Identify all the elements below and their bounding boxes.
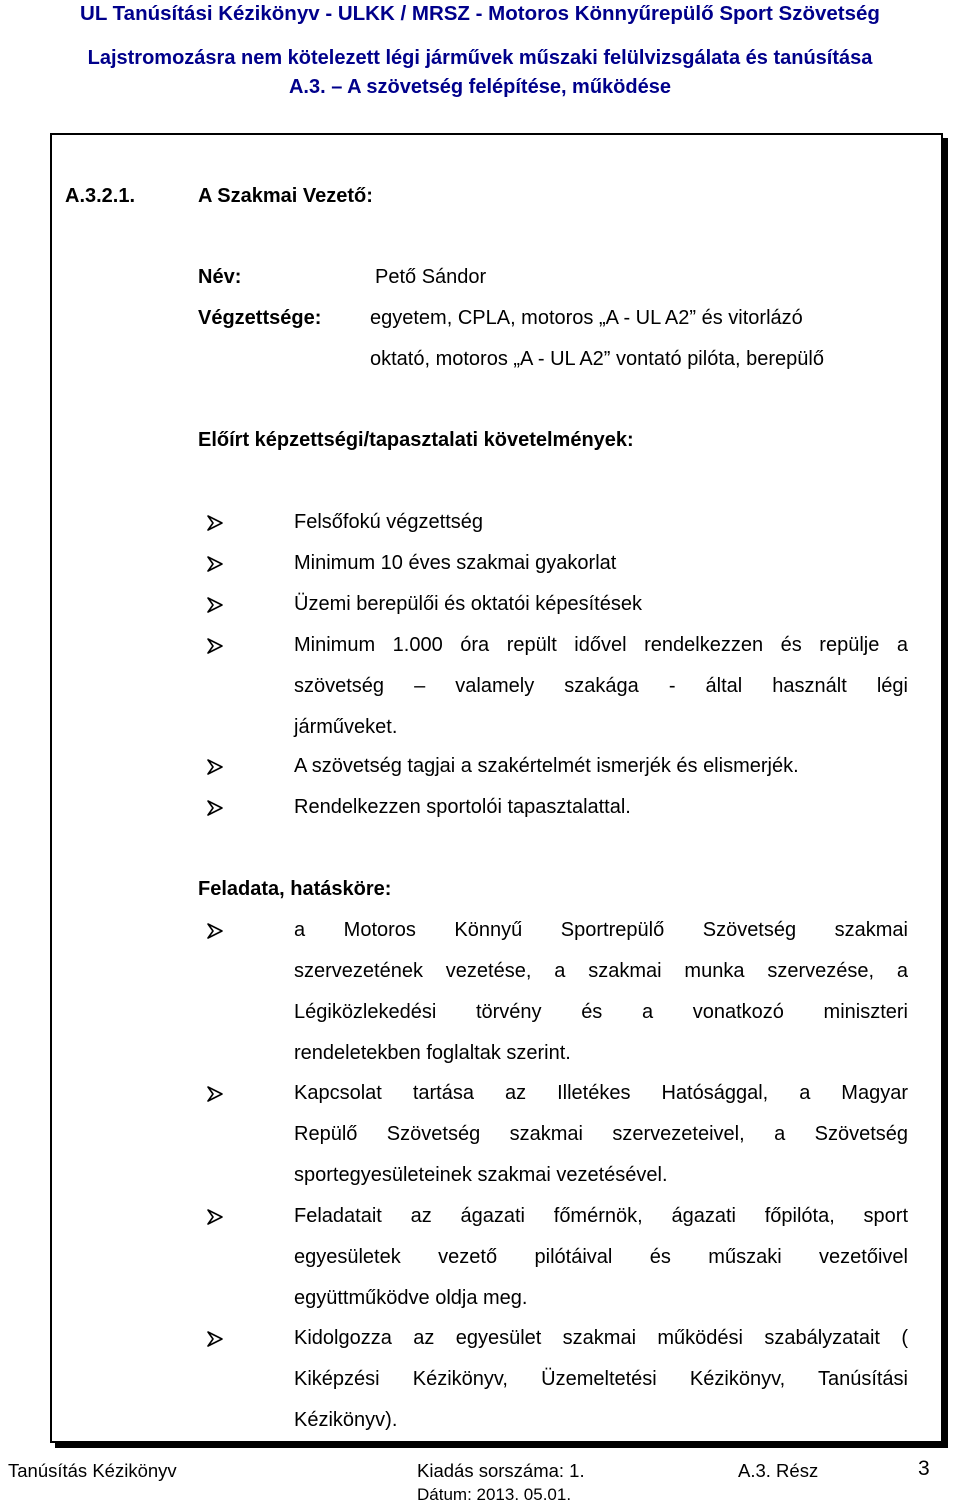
duty-item-continued: együttműködve oldja meg. bbox=[294, 1287, 528, 1309]
education-line-1: egyetem, CPLA, motoros „A - UL A2” és vitorlázó bbox=[370, 307, 803, 329]
section-title: A Szakmai Vezető: bbox=[198, 185, 373, 207]
footer-manual-name: Tanúsítás Kézikönyv bbox=[8, 1460, 177, 1481]
arrow-bullet-icon bbox=[206, 922, 224, 940]
name-value: Pető Sándor bbox=[375, 266, 487, 288]
header-subtitle: Lajstromozásra nem kötelezett légi járművek műszaki felülvizsgálata és tanúsítása bbox=[87, 47, 873, 69]
section-number: A.3.2.1. bbox=[65, 185, 136, 207]
duty-item-continued: sportegyesületeinek szakmai vezetésével. bbox=[294, 1164, 668, 1186]
duties-heading: Feladata, hatásköre: bbox=[198, 878, 392, 900]
duty-item: Kapcsolat tartása az Illetékes Hatósággal, a Magyar bbox=[294, 1082, 908, 1104]
requirement-item: Minimum 10 éves szakmai gyakorlat bbox=[294, 552, 617, 574]
requirement-item: A szövetség tagjai a szakértelmét ismerjék és elismerjék. bbox=[294, 755, 799, 777]
arrow-bullet-icon bbox=[206, 1085, 224, 1103]
duty-item-continued: Kézikönyv). bbox=[294, 1409, 398, 1431]
arrow-bullet-icon bbox=[206, 758, 224, 776]
duty-item: Kidolgozza az egyesület szakmai működési szabályzatait ( bbox=[294, 1327, 908, 1349]
arrow-bullet-icon bbox=[206, 637, 224, 655]
duty-item-continued: Kiképzési Kézikönyv, Üzemeltetési Kézikönyv, Tanúsítási bbox=[294, 1368, 908, 1390]
footer-date: Dátum: 2013. 05.01. bbox=[417, 1485, 572, 1504]
arrow-bullet-icon bbox=[206, 1208, 224, 1226]
duty-item-continued: egyesületek vezető pilótáival és műszaki vezetőivel bbox=[294, 1246, 908, 1268]
duty-item-continued: Repülő Szövetség szakmai szervezeteivel, a Szövetség bbox=[294, 1123, 908, 1145]
header-title: UL Tanúsítási Kézikönyv - ULKK / MRSZ - Motoros Könnyűrepülő Sport Szövetség bbox=[80, 2, 880, 25]
duty-item: a Motoros Könnyű Sportrepülő Szövetség szakmai bbox=[294, 919, 908, 941]
requirement-item: Felsőfokú végzettség bbox=[294, 511, 483, 533]
arrow-bullet-icon bbox=[206, 799, 224, 817]
duty-item-continued: rendeletekben foglaltak szerint. bbox=[294, 1042, 571, 1064]
page-number: 3 bbox=[918, 1457, 930, 1480]
arrow-bullet-icon bbox=[206, 555, 224, 573]
arrow-bullet-icon bbox=[206, 514, 224, 532]
footer-part: A.3. Rész bbox=[738, 1460, 819, 1481]
requirement-item: Üzemi berepülői és oktatói képesítések bbox=[294, 593, 642, 615]
requirements-heading: Előírt képzettségi/tapasztalati követelmények: bbox=[198, 429, 634, 451]
requirement-item: Rendelkezzen sportolói tapasztalattal. bbox=[294, 796, 631, 818]
duty-item-continued: szervezetének vezetése, a szakmai munka szervezése, a bbox=[294, 960, 908, 982]
education-line-2: oktató, motoros „A - UL A2” vontató pilóta, berepülő bbox=[370, 348, 824, 370]
arrow-bullet-icon bbox=[206, 1330, 224, 1348]
footer-edition: Kiadás sorszáma: 1. bbox=[417, 1460, 585, 1481]
requirement-item: Minimum 1.000 óra repült idővel rendelkezzen és repülje a bbox=[294, 634, 908, 656]
header-section: A.3. – A szövetség felépítése, működése bbox=[288, 76, 671, 98]
requirement-item-continued: szövetség – valamely szakága - által használt légi bbox=[294, 675, 908, 697]
duty-item: Feladatait az ágazati főmérnök, ágazati főpilóta, sport bbox=[294, 1205, 908, 1227]
education-label: Végzettsége: bbox=[198, 307, 322, 329]
arrow-bullet-icon bbox=[206, 596, 224, 614]
requirement-item-continued: járműveket. bbox=[294, 716, 398, 738]
name-label: Név: bbox=[198, 266, 242, 288]
duty-item-continued: Légiközlekedési törvény és a vonatkozó miniszteri bbox=[294, 1001, 908, 1023]
